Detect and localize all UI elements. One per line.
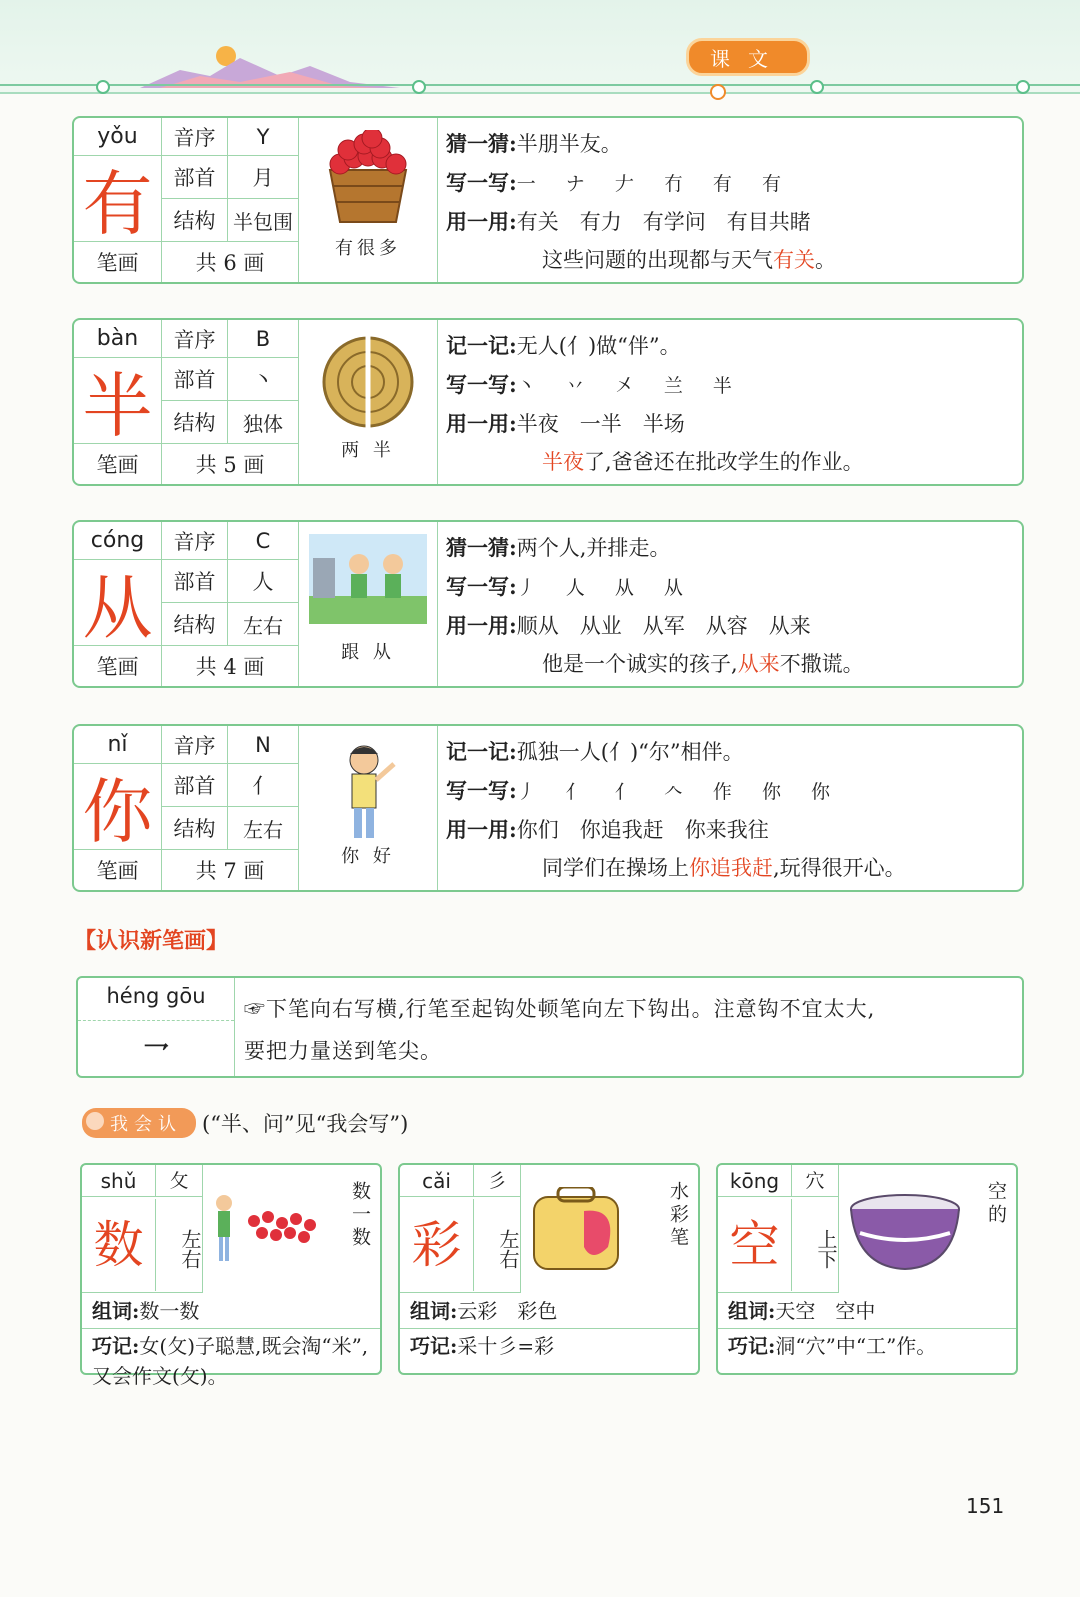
yinxu-value: Y bbox=[228, 118, 298, 156]
jiegou-label: 结构 bbox=[162, 807, 228, 850]
note-label: 写一写: bbox=[446, 372, 517, 397]
recognize-mnemonic bbox=[400, 1331, 698, 1361]
note-line-3 bbox=[446, 202, 1016, 241]
char-notes bbox=[446, 124, 1016, 280]
sentence-post: 。 bbox=[815, 248, 836, 272]
recognize-mnemonic bbox=[82, 1331, 380, 1391]
note-label: 猜一猜: bbox=[446, 535, 517, 560]
note-text: 顺从 从业 从军 从容 从来 bbox=[516, 614, 811, 638]
note-text: 两个人,并排走。 bbox=[516, 536, 671, 560]
recognize-caption: 空的 bbox=[985, 1181, 1007, 1227]
page-header bbox=[0, 0, 1080, 92]
yinxu-label: 音序 bbox=[162, 726, 228, 764]
stroke-desc-line1: ☞下笔向右写横,行笔至起钩处顿笔向左下钩出。注意钩不宜太大, bbox=[244, 997, 876, 1021]
words-text: 天空 空中 bbox=[775, 1299, 876, 1323]
char-pinyin: bàn bbox=[74, 320, 162, 358]
jiegou-value: 左右 bbox=[228, 603, 298, 646]
illustration-image bbox=[846, 1187, 964, 1281]
section-tag: 课文 bbox=[686, 38, 810, 76]
note-text: 孤独一人(亻)“尔”相伴。 bbox=[516, 740, 744, 764]
words-text: 云彩 彩色 bbox=[457, 1299, 558, 1323]
example-sentence bbox=[446, 849, 1016, 888]
note-label: 猜一猜: bbox=[446, 131, 517, 156]
char-pinyin: cóng bbox=[74, 522, 162, 560]
mnemonic-label: 巧记: bbox=[410, 1334, 458, 1358]
char-illustration bbox=[298, 320, 438, 484]
illustration-image bbox=[299, 332, 437, 432]
note-label: 用一用: bbox=[446, 613, 517, 638]
char-notes bbox=[446, 528, 1016, 684]
bushou-label: 部首 bbox=[162, 156, 228, 199]
char-illustration bbox=[298, 522, 438, 686]
recognize-caption: 水彩笔 bbox=[667, 1181, 689, 1250]
bihua-value: 共 4 画 bbox=[195, 655, 265, 679]
yinxu-value: C bbox=[228, 522, 298, 560]
example-sentence bbox=[446, 645, 1016, 684]
char-main: 半 bbox=[74, 358, 162, 444]
bihua-value: 共 5 画 bbox=[195, 453, 265, 477]
bushou-value: 月 bbox=[228, 156, 298, 199]
tag-pointer-icon bbox=[710, 84, 726, 100]
sentence-pre: 他是一个诚实的孩子, bbox=[542, 652, 738, 676]
note-line-2 bbox=[446, 567, 1016, 606]
yinxu-label: 音序 bbox=[162, 320, 228, 358]
mnemonic-label: 巧记: bbox=[92, 1334, 140, 1358]
recognize-radical: 穴 bbox=[792, 1165, 838, 1197]
bihua-label: 笔画 bbox=[74, 646, 162, 686]
words-label: 组词: bbox=[410, 1299, 458, 1323]
bushou-label: 部首 bbox=[162, 764, 228, 807]
note-line-1 bbox=[446, 528, 1016, 567]
recognize-header bbox=[82, 1108, 408, 1138]
note-label: 用一用: bbox=[446, 817, 517, 842]
words-text: 数一数 bbox=[139, 1299, 200, 1323]
character-card bbox=[72, 318, 1024, 486]
recognize-char: 空 bbox=[718, 1199, 792, 1291]
sentence-post: 不撒谎。 bbox=[779, 652, 864, 676]
recognize-words bbox=[400, 1293, 698, 1329]
stroke-order: 丿 亻 亻 𠆢 作 你 你 bbox=[516, 781, 843, 803]
bihua-value: 共 7 画 bbox=[195, 859, 265, 883]
note-line-3 bbox=[446, 810, 1016, 849]
note-text: 半夜 一半 半场 bbox=[516, 412, 685, 436]
recognize-pinyin: cǎi bbox=[400, 1165, 474, 1197]
bihua-label: 笔画 bbox=[74, 242, 162, 282]
note-label: 记一记: bbox=[446, 739, 517, 764]
recognize-pinyin: kōng bbox=[718, 1165, 792, 1197]
bushou-value: 亻 bbox=[228, 764, 298, 807]
yinxu-label: 音序 bbox=[162, 522, 228, 560]
note-text: 无人(亻)做“伴”。 bbox=[516, 334, 681, 358]
recognize-card bbox=[716, 1163, 1018, 1375]
note-line-1 bbox=[446, 124, 1016, 163]
recognize-radical: 攵 bbox=[156, 1165, 202, 1197]
mnemonic-text: 女(攵)子聪慧,既会淘“米”,又会作文(攵)。 bbox=[92, 1334, 369, 1388]
char-info-grid bbox=[74, 118, 298, 282]
recognize-mnemonic bbox=[718, 1331, 1016, 1361]
jiegou-value: 独体 bbox=[228, 401, 298, 444]
note-line-2 bbox=[446, 771, 1016, 810]
note-text: 有关 有力 有学问 有目共睹 bbox=[516, 210, 811, 234]
illustration-caption: 有很多 bbox=[335, 238, 401, 259]
note-line-2 bbox=[446, 163, 1016, 202]
mnemonic-text: 采十彡=彩 bbox=[457, 1334, 555, 1358]
char-illustration bbox=[298, 726, 438, 890]
mountain-sun-decoration bbox=[140, 46, 400, 88]
illustration-image bbox=[299, 534, 437, 624]
char-illustration bbox=[298, 118, 438, 282]
illustration-image bbox=[528, 1187, 624, 1277]
note-line-3 bbox=[446, 404, 1016, 443]
bihua-label: 笔画 bbox=[74, 850, 162, 890]
bihua-value: 共 6 画 bbox=[195, 251, 265, 275]
note-line-1 bbox=[446, 326, 1016, 365]
bushou-value: 丶 bbox=[228, 358, 298, 401]
stroke-cell bbox=[78, 978, 235, 1076]
words-label: 组词: bbox=[728, 1299, 776, 1323]
recognize-structure: 左右 bbox=[496, 1229, 520, 1269]
recognize-caption: 数一数 bbox=[349, 1181, 371, 1250]
jiegou-label: 结构 bbox=[162, 401, 228, 444]
words-label: 组词: bbox=[92, 1299, 140, 1323]
note-text: 半朋半友。 bbox=[516, 132, 622, 156]
note-label: 写一写: bbox=[446, 778, 517, 803]
mnemonic-text: 洞“穴”中“工”作。 bbox=[775, 1334, 937, 1358]
jiegou-label: 结构 bbox=[162, 603, 228, 646]
recognize-char: 数 bbox=[82, 1199, 156, 1291]
mnemonic-label: 巧记: bbox=[728, 1334, 776, 1358]
sentence-post: ,玩得很开心。 bbox=[773, 856, 906, 880]
recognize-words bbox=[718, 1293, 1016, 1329]
note-label: 用一用: bbox=[446, 411, 517, 436]
sentence-highlight: 有关 bbox=[773, 248, 815, 272]
char-pinyin: nǐ bbox=[74, 726, 162, 764]
yinxu-label: 音序 bbox=[162, 118, 228, 156]
recognize-radical: 彡 bbox=[474, 1165, 520, 1197]
example-sentence bbox=[446, 443, 1016, 482]
bushou-label: 部首 bbox=[162, 358, 228, 401]
stroke-desc-line2: 要把力量送到笔尖。 bbox=[244, 1039, 442, 1063]
note-line-3 bbox=[446, 606, 1016, 645]
char-pinyin: yǒu bbox=[74, 118, 162, 156]
note-text: 你们 你追我赶 你来我往 bbox=[516, 818, 769, 842]
bushou-value: 人 bbox=[228, 560, 298, 603]
sentence-pre: 同学们在操场上 bbox=[542, 856, 689, 880]
recognize-card bbox=[398, 1163, 700, 1375]
char-main: 你 bbox=[74, 764, 162, 850]
stroke-order: 一 ナ 𠂇 冇 有 有 bbox=[516, 173, 793, 195]
stroke-pinyin: héng gōu bbox=[106, 984, 206, 1008]
yinxu-value: N bbox=[228, 726, 298, 764]
note-line-1 bbox=[446, 732, 1016, 771]
illustration-image bbox=[299, 130, 437, 226]
char-info-grid bbox=[74, 320, 298, 484]
note-label: 写一写: bbox=[446, 574, 517, 599]
sentence-post: 了,爸爸还在批改学生的作业。 bbox=[584, 450, 864, 474]
stroke-glyph: 乛 bbox=[142, 1042, 169, 1072]
illustration-image bbox=[210, 1187, 330, 1271]
sentence-highlight: 从来 bbox=[737, 652, 780, 676]
stroke-order: 丿 人 从 从 bbox=[516, 577, 695, 599]
stroke-description bbox=[244, 988, 1014, 1072]
char-main: 从 bbox=[74, 560, 162, 646]
jiegou-value: 左右 bbox=[228, 807, 298, 850]
illustration-caption: 两 半 bbox=[341, 440, 395, 461]
character-card bbox=[72, 520, 1024, 688]
note-label: 用一用: bbox=[446, 209, 517, 234]
sentence-highlight: 半夜 bbox=[542, 450, 584, 474]
character-card bbox=[72, 724, 1024, 892]
sentence-highlight: 你追我赶 bbox=[689, 856, 773, 880]
bushou-label: 部首 bbox=[162, 560, 228, 603]
new-stroke-title: 【认识新笔画】 bbox=[74, 928, 229, 954]
jiegou-label: 结构 bbox=[162, 199, 228, 242]
recognize-card bbox=[80, 1163, 382, 1388]
recognize-pinyin: shǔ bbox=[82, 1165, 156, 1197]
character-card bbox=[72, 116, 1024, 284]
illustration-image bbox=[299, 738, 437, 848]
recognize-structure: 上下 bbox=[814, 1229, 838, 1269]
stroke-order: 丶 丷 㐅 兰 半 bbox=[516, 375, 744, 397]
note-label: 记一记: bbox=[446, 333, 517, 358]
illustration-caption: 你 好 bbox=[341, 846, 395, 867]
recognize-note: (“半、问”见“我会写”) bbox=[202, 1112, 409, 1136]
illustration-caption: 跟 从 bbox=[341, 642, 395, 663]
recognize-char: 彩 bbox=[400, 1199, 474, 1291]
yinxu-value: B bbox=[228, 320, 298, 358]
char-notes bbox=[446, 326, 1016, 482]
new-stroke-box bbox=[76, 976, 1024, 1078]
char-notes bbox=[446, 732, 1016, 888]
page-number: 151 bbox=[966, 1494, 1005, 1518]
sentence-pre: 这些问题的出现都与天气 bbox=[542, 248, 773, 272]
recognize-badge: 我会认 bbox=[82, 1108, 196, 1138]
example-sentence bbox=[446, 241, 1016, 280]
note-label: 写一写: bbox=[446, 170, 517, 195]
bihua-label: 笔画 bbox=[74, 444, 162, 484]
char-main: 有 bbox=[74, 156, 162, 242]
recognize-words bbox=[82, 1293, 380, 1329]
char-info-grid bbox=[74, 726, 298, 890]
recognize-structure: 左右 bbox=[178, 1229, 202, 1269]
note-line-2 bbox=[446, 365, 1016, 404]
jiegou-value: 半包围 bbox=[228, 199, 298, 242]
char-info-grid bbox=[74, 522, 298, 686]
